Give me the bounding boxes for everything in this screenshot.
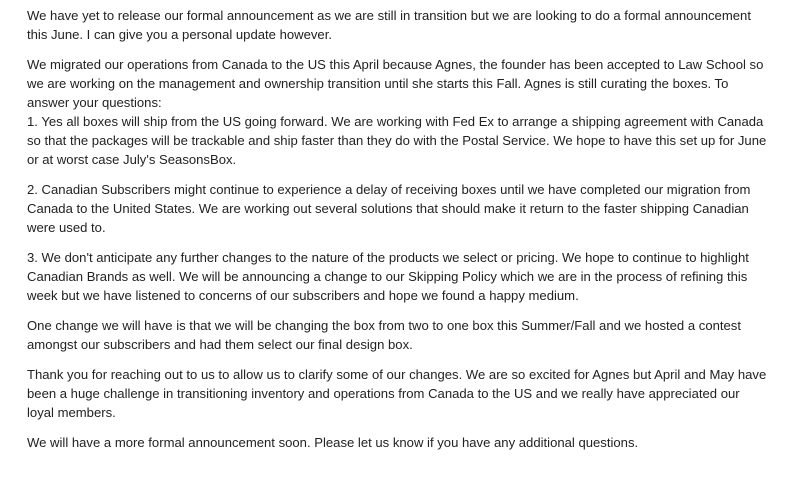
text-line: We migrated our operations from Canada to the US this April because Agnes, the founder has been accepted to Law School so bbox=[27, 57, 764, 72]
text-line: answer your questions: bbox=[27, 95, 162, 110]
text-line: 2. Canadian Subscribers might continue to experience a delay of receiving boxes until we have completed our migration from bbox=[27, 182, 751, 197]
text-line: or at worst case July's SeasonsBox. bbox=[27, 152, 237, 167]
text-line: so that the packages will be trackable and ship faster than they do with the Postal Service. We hope to have this set up for June bbox=[27, 133, 767, 148]
message-body bbox=[27, 6, 777, 463]
text-line: One change we will have is that we will be changing the box from two to one box this Summer/Fall and we hosted a contest bbox=[27, 318, 741, 333]
text-line: loyal members. bbox=[27, 405, 116, 420]
paragraph bbox=[27, 180, 777, 237]
text-line: amongst our subscribers and had them select our final design box. bbox=[27, 337, 413, 352]
text-line: we are working on the management and ownership transition until she starts this Fall. Agnes is still curating the boxes. To bbox=[27, 76, 729, 91]
text-line: been a huge challenge in transitioning inventory and operations from Canada to the US and we really have appreciated our bbox=[27, 386, 740, 401]
paragraph bbox=[27, 55, 777, 169]
text-line: Thank you for reaching out to us to allow us to clarify some of our changes. We are so excited for Agnes but April and May have bbox=[27, 367, 767, 382]
text-line: 1. Yes all boxes will ship from the US going forward. We are working with Fed Ex to arrange a shipping agreement with Canada bbox=[27, 114, 764, 129]
paragraph bbox=[27, 365, 777, 422]
text-line: Canada to the United States. We are working out several solutions that should make it return to the faster shipping Canadian bbox=[27, 201, 749, 216]
paragraph bbox=[27, 316, 777, 354]
text-line: 3. We don't anticipate any further changes to the nature of the products we select or pricing. We hope to continue to highlight bbox=[27, 250, 749, 265]
text-line: this June. I can give you a personal update however. bbox=[27, 27, 332, 42]
paragraph bbox=[27, 6, 777, 44]
text-line: week but we have listened to concerns of our subscribers and hope we found a happy medium. bbox=[27, 288, 579, 303]
text-line: were used to. bbox=[27, 220, 106, 235]
text-line: Canadian Brands as well. We will be announcing a change to our Skipping Policy which we are in the process of refining this bbox=[27, 269, 748, 284]
paragraph bbox=[27, 433, 777, 452]
text-line: We will have a more formal announcement soon. Please let us know if you have any additional questions. bbox=[27, 435, 639, 450]
paragraph bbox=[27, 248, 777, 305]
text-line: We have yet to release our formal announcement as we are still in transition but we are looking to do a formal announcement bbox=[27, 8, 751, 23]
